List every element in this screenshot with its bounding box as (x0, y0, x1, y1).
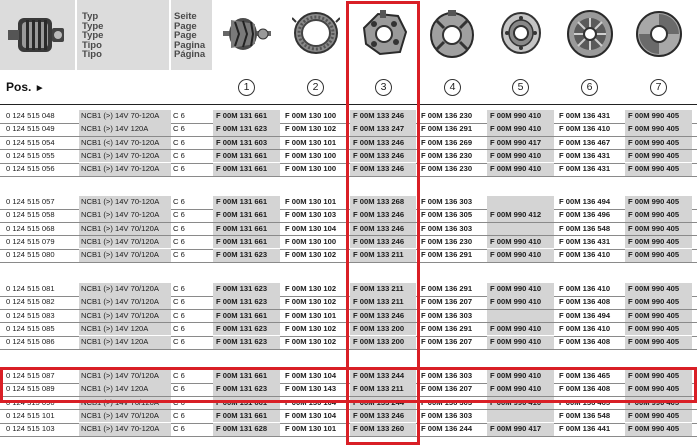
part-number-pos-7: F 00M 990 405 (625, 410, 692, 423)
table-row (0, 196, 697, 209)
part-number-pos-1: F 00M 131 623 (213, 249, 280, 262)
product-number: 0 124 515 058 (6, 210, 55, 220)
part-number-pos-5: F 00M 990 410 (487, 163, 554, 176)
pos-arrow-icon: ► (34, 83, 45, 94)
rectifier-icon (358, 8, 410, 60)
part-number-pos-5: F 00M 990 417 (487, 423, 554, 436)
catalog-page-ref: C 6 (173, 111, 185, 120)
part-number-pos-5: F 00M 990 410 (487, 236, 554, 249)
product-number: 0 124 515 048 (6, 111, 55, 120)
product-number: 0 124 515 057 (6, 197, 55, 206)
alternator-type: NCB1 (>) 14V 70/120A (79, 249, 171, 262)
alternator-type: NCB1 (>) 14V 70/120A (79, 236, 171, 249)
part-number-pos-1: F 00M 131 661 (213, 236, 280, 249)
part-number-pos-2: F 00M 130 102 (285, 323, 337, 333)
part-number-pos-3: F 00M 133 244 (350, 370, 416, 383)
part-number-pos-7: F 00M 990 405 (625, 336, 692, 349)
part-number-pos-4: F 00M 136 305 (421, 210, 473, 220)
part-number-pos-1: F 00M 131 628 (213, 423, 280, 436)
alternator-type: NCB1 (>) 14V 70-120A (79, 110, 171, 123)
part-number-pos-4: F 00M 136 230 (421, 111, 473, 120)
table-row (0, 323, 697, 336)
alternator-type: NCB1 (>) 14V 70-120A (79, 163, 171, 176)
part-number-pos-5: F 00M 990 417 (487, 137, 554, 150)
product-number: 0 124 515 087 (6, 371, 55, 380)
product-number: 0 124 515 086 (6, 337, 55, 347)
row-separator (0, 262, 697, 263)
table-row (0, 410, 697, 423)
part-number-pos-3: F 00M 133 246 (350, 310, 416, 323)
alternator-type: NCB1 (>) 14V 70/120A (79, 310, 171, 323)
part-number-pos-4: F 00M 136 291 (421, 323, 473, 333)
part-number-pos-3: F 00M 133 246 (350, 223, 416, 236)
part-number-pos-5 (487, 196, 554, 209)
type-label-fr: Type (82, 30, 104, 41)
part-number-pos-5: F 00M 990 410 (487, 110, 554, 123)
part-number-pos-4: F 00M 136 207 (421, 384, 473, 394)
part-number-pos-6: F 00M 136 410 (559, 284, 611, 293)
type-label-es: Tipo (82, 49, 102, 60)
alternator-icon (8, 12, 66, 58)
table-row (0, 123, 697, 136)
table-row (0, 310, 697, 323)
part-number-pos-2: F 00M 130 100 (285, 150, 337, 160)
catalog-page-ref: C 6 (173, 210, 185, 220)
part-number-pos-5: F 00M 990 410 (487, 283, 554, 296)
part-number-pos-1: F 00M 131 623 (213, 123, 280, 136)
part-number-pos-2: F 00M 130 101 (285, 137, 337, 147)
table-row (0, 423, 697, 436)
catalog-page-ref: C 6 (173, 250, 185, 260)
product-number: 0 124 515 083 (6, 310, 55, 320)
header-part-3 (350, 0, 416, 70)
product-number: 0 124 515 054 (6, 137, 55, 147)
header-page-cell (171, 0, 212, 70)
row-separator (0, 436, 697, 437)
alternator-type: NCB1 (>) 14V 70/120A (79, 410, 171, 423)
part-number-pos-3: F 00M 133 200 (350, 323, 416, 336)
part-number-pos-6: F 00M 136 408 (559, 297, 611, 307)
part-number-pos-5: F 00M 990 410 (487, 336, 554, 349)
part-number-pos-6: F 00M 136 548 (559, 223, 611, 233)
part-number-pos-6: F 00M 136 548 (559, 410, 611, 420)
part-number-pos-4: F 00M 136 230 (421, 164, 473, 174)
part-number-pos-6: F 00M 136 410 (559, 323, 611, 333)
part-number-pos-5: F 00M 990 410 (487, 323, 554, 336)
part-number-pos-6: F 00M 136 431 (559, 236, 611, 246)
header-part-6 (556, 0, 623, 70)
table-row (0, 383, 697, 396)
product-number: 0 124 515 056 (6, 164, 55, 174)
part-number-pos-3: F 00M 133 211 (350, 283, 416, 296)
catalog-page-ref: C 6 (173, 197, 185, 206)
table-header (0, 0, 697, 70)
part-number-pos-4: F 00M 136 303 (421, 410, 473, 420)
catalog-page-ref: C 6 (173, 424, 185, 434)
part-number-pos-6: F 00M 136 431 (559, 164, 611, 174)
part-number-pos-3: F 00M 133 211 (350, 383, 416, 396)
part-number-pos-2: F 00M 130 104 (285, 397, 337, 407)
part-number-pos-2: F 00M 130 101 (285, 310, 337, 320)
rotor-icon (221, 10, 273, 58)
catalog-page-ref: C 6 (173, 164, 185, 174)
bearing-icon (499, 10, 543, 56)
catalog-page-ref: C 6 (173, 150, 185, 160)
part-number-pos-1: F 00M 131 661 (213, 209, 280, 222)
part-number-pos-1: F 00M 131 623 (213, 336, 280, 349)
part-number-pos-3: F 00M 133 244 (350, 397, 416, 410)
product-number: 0 124 515 081 (6, 284, 55, 293)
part-number-pos-5: F 00M 990 412 (487, 209, 554, 222)
part-number-pos-1: F 00M 131 623 (213, 296, 280, 309)
part-number-pos-6: F 00M 136 431 (559, 150, 611, 160)
part-number-pos-6: F 00M 136 496 (559, 210, 611, 220)
part-number-pos-7: F 00M 990 405 (625, 370, 692, 383)
header-icon-cell (0, 0, 75, 70)
position-5: 5 (512, 79, 529, 96)
part-number-pos-3: F 00M 133 268 (350, 196, 416, 209)
table-row (0, 150, 697, 163)
catalog-page-ref: C 6 (173, 384, 185, 394)
part-number-pos-5 (487, 410, 554, 423)
product-number: 0 124 515 103 (6, 424, 55, 434)
page-label-fr: Page (174, 30, 197, 41)
product-number: 0 124 515 082 (6, 297, 55, 307)
part-number-pos-2: F 00M 130 104 (285, 223, 337, 233)
pulley-icon (564, 6, 616, 60)
part-number-pos-5: F 00M 990 410 (487, 123, 554, 136)
part-number-pos-2: F 00M 130 101 (285, 424, 337, 434)
product-number: 0 124 515 090 (6, 397, 55, 407)
catalog-page-ref: C 6 (173, 223, 185, 233)
header-type-labels (82, 12, 103, 60)
part-number-pos-4: F 00M 136 303 (421, 397, 473, 407)
table-row (0, 397, 697, 410)
part-number-pos-3: F 00M 133 246 (350, 410, 416, 423)
product-number: 0 124 515 049 (6, 124, 55, 134)
part-number-pos-5 (487, 310, 554, 323)
position-4: 4 (444, 79, 461, 96)
part-number-pos-6: F 00M 136 408 (559, 337, 611, 347)
alternator-type: NCB1 (>) 14V 70-120A (79, 209, 171, 222)
part-number-pos-6: F 00M 136 408 (559, 384, 611, 394)
part-number-pos-1: F 00M 131 623 (213, 323, 280, 336)
part-number-pos-2: F 00M 130 102 (285, 250, 337, 260)
part-number-pos-7: F 00M 990 405 (625, 283, 692, 296)
part-number-pos-2: F 00M 130 100 (285, 111, 337, 120)
part-number-pos-4: F 00M 136 291 (421, 284, 473, 293)
header-part-1 (213, 0, 280, 70)
product-number: 0 124 515 085 (6, 323, 55, 333)
part-number-pos-4: F 00M 136 303 (421, 223, 473, 233)
row-separator (0, 349, 697, 350)
catalog-page-ref: C 6 (173, 297, 185, 307)
part-number-pos-5: F 00M 990 410 (487, 150, 554, 163)
part-number-pos-4: F 00M 136 291 (421, 250, 473, 260)
part-number-pos-6: F 00M 136 410 (559, 250, 611, 260)
part-number-pos-5: F 00M 990 410 (487, 296, 554, 309)
part-number-pos-1: F 00M 131 661 (213, 410, 280, 423)
table-row (0, 336, 697, 349)
part-number-pos-3: F 00M 133 200 (350, 336, 416, 349)
pos-label-text: Pos. (6, 80, 32, 94)
table-row (0, 283, 697, 296)
part-number-pos-6: F 00M 136 467 (559, 137, 611, 147)
type-label-de: Typ (82, 11, 99, 22)
catalog-page-ref: C 6 (173, 236, 185, 246)
part-number-pos-5: F 00M 990 410 (487, 397, 554, 410)
part-number-pos-4: F 00M 136 303 (421, 371, 473, 380)
part-number-pos-1: F 00M 131 661 (213, 110, 280, 123)
alternator-type: NCB1 (<) 14V 70-120A (79, 137, 171, 150)
part-number-pos-7: F 00M 990 405 (625, 110, 692, 123)
part-number-pos-3: F 00M 133 211 (350, 296, 416, 309)
part-number-pos-3: F 00M 133 211 (350, 249, 416, 262)
part-number-pos-4: F 00M 136 303 (421, 310, 473, 320)
position-6: 6 (581, 79, 598, 96)
stator-icon (292, 8, 340, 58)
part-number-pos-7: F 00M 990 405 (625, 383, 692, 396)
part-number-pos-2: F 00M 130 102 (285, 124, 337, 134)
alternator-type: NCB1 (>) 14V 120A (79, 323, 171, 336)
part-number-pos-6: F 00M 136 465 (559, 371, 611, 380)
part-number-pos-1: F 00M 131 661 (213, 163, 280, 176)
pos-label (6, 80, 45, 94)
position-1: 1 (238, 79, 255, 96)
part-number-pos-7: F 00M 990 405 (625, 236, 692, 249)
product-number: 0 124 515 055 (6, 150, 55, 160)
part-number-pos-1: F 00M 131 661 (213, 196, 280, 209)
part-number-pos-4: F 00M 136 230 (421, 150, 473, 160)
catalog-page-ref: C 6 (173, 310, 185, 320)
part-number-pos-7: F 00M 990 405 (625, 163, 692, 176)
part-number-pos-7: F 00M 990 405 (625, 137, 692, 150)
product-number: 0 124 515 089 (6, 384, 55, 394)
catalog-page-ref: C 6 (173, 337, 185, 347)
alternator-type: NCB1 (>) 14V 70/120A (79, 223, 171, 236)
part-number-pos-4: F 00M 136 207 (421, 337, 473, 347)
part-number-pos-3: F 00M 133 260 (350, 423, 416, 436)
part-number-pos-6: F 00M 136 494 (559, 310, 611, 320)
part-number-pos-6: F 00M 136 494 (559, 197, 611, 206)
part-number-pos-7: F 00M 990 405 (625, 209, 692, 222)
alternator-type: NCB1 (>) 14V 70/120A (79, 283, 171, 296)
type-label-en: Type (82, 20, 104, 32)
table-row (0, 249, 697, 262)
part-number-pos-6: F 00M 136 410 (559, 124, 611, 134)
part-number-pos-7: F 00M 990 405 (625, 196, 692, 209)
page-label-de: Seite (174, 11, 197, 22)
part-number-pos-4: F 00M 136 230 (421, 236, 473, 246)
part-number-pos-1: F 00M 131 603 (213, 137, 280, 150)
part-number-pos-3: F 00M 133 246 (350, 236, 416, 249)
part-number-pos-4: F 00M 136 207 (421, 297, 473, 307)
header-part-4 (418, 0, 485, 70)
part-number-pos-1: F 00M 131 623 (213, 383, 280, 396)
page-label-it: Pagina (174, 39, 206, 51)
part-number-pos-3: F 00M 133 246 (350, 137, 416, 150)
alternator-type: NCB1 (>) 14V 70/120A (79, 296, 171, 309)
part-number-pos-4: F 00M 136 244 (421, 424, 473, 434)
header-page-labels (174, 12, 205, 60)
alternator-type: NCB1 (>) 14V 120A (79, 383, 171, 396)
table-row (0, 110, 697, 123)
product-number: 0 124 515 101 (6, 410, 55, 420)
part-number-pos-2: F 00M 130 100 (285, 236, 337, 246)
page-label-en: Page (174, 20, 197, 32)
page-label-es: Página (174, 49, 206, 60)
header-rule (0, 104, 697, 105)
part-number-pos-2: F 00M 130 104 (285, 371, 337, 380)
table-row (0, 223, 697, 236)
catalog-page-ref: C 6 (173, 124, 185, 134)
table-row (0, 163, 697, 176)
part-number-pos-6: F 00M 136 465 (559, 397, 611, 407)
part-number-pos-7: F 00M 990 405 (625, 249, 692, 262)
housing-icon (428, 8, 476, 60)
catalog-page-ref: C 6 (173, 137, 185, 147)
part-number-pos-7: F 00M 990 405 (625, 423, 692, 436)
catalog-page-ref: C 6 (173, 371, 185, 380)
product-number: 0 124 515 079 (6, 236, 55, 246)
alternator-type: NCB1 (>) 14V 120A (79, 123, 171, 136)
position-2: 2 (307, 79, 324, 96)
part-number-pos-4: F 00M 136 291 (421, 124, 473, 134)
part-number-pos-1: F 00M 131 661 (213, 150, 280, 163)
part-number-pos-2: F 00M 130 143 (285, 384, 337, 394)
part-number-pos-7: F 00M 990 405 (625, 397, 692, 410)
product-number: 0 124 515 068 (6, 223, 55, 233)
part-number-pos-3: F 00M 133 246 (350, 150, 416, 163)
type-label-it: Tipo (82, 39, 102, 51)
catalog-page-ref: C 6 (173, 397, 185, 407)
position-7: 7 (650, 79, 667, 96)
end-shield-icon (633, 8, 685, 60)
part-number-pos-7: F 00M 990 405 (625, 310, 692, 323)
alternator-type: NCB1 (>) 14V 70-120A (79, 423, 171, 436)
part-number-pos-1: F 00M 131 661 (213, 310, 280, 323)
part-number-pos-2: F 00M 130 103 (285, 210, 337, 220)
product-number: 0 124 515 080 (6, 250, 55, 260)
part-number-pos-1: F 00M 131 623 (213, 283, 280, 296)
header-part-2 (282, 0, 348, 70)
part-number-pos-3: F 00M 133 246 (350, 163, 416, 176)
part-number-pos-4: F 00M 136 269 (421, 137, 473, 147)
table-row (0, 370, 697, 383)
part-number-pos-7: F 00M 990 405 (625, 296, 692, 309)
alternator-type: NCB1 (>) 14V 70/120A (79, 397, 171, 410)
catalog-page-ref: C 6 (173, 410, 185, 420)
row-separator (0, 176, 697, 177)
part-number-pos-1: F 00M 131 661 (213, 223, 280, 236)
alternator-type: NCB1 (>) 14V 70/120A (79, 370, 171, 383)
part-number-pos-1: F 00M 131 661 (213, 370, 280, 383)
header-part-5 (487, 0, 554, 70)
position-3: 3 (375, 79, 392, 96)
part-number-pos-5: F 00M 990 410 (487, 249, 554, 262)
alternator-type: NCB1 (>) 14V 70-120A (79, 150, 171, 163)
part-number-pos-2: F 00M 130 102 (285, 297, 337, 307)
part-number-pos-7: F 00M 990 405 (625, 150, 692, 163)
part-number-pos-6: F 00M 136 441 (559, 424, 611, 434)
part-number-pos-5: F 00M 990 410 (487, 383, 554, 396)
part-number-pos-2: F 00M 130 102 (285, 337, 337, 347)
table-row (0, 296, 697, 309)
alternator-type: NCB1 (>) 14V 120A (79, 336, 171, 349)
header-type-cell (77, 0, 169, 70)
part-number-pos-2: F 00M 130 100 (285, 164, 337, 174)
table-row (0, 137, 697, 150)
part-number-pos-6: F 00M 136 431 (559, 111, 611, 120)
table-row (0, 209, 697, 222)
part-number-pos-2: F 00M 130 102 (285, 284, 337, 293)
part-number-pos-5 (487, 223, 554, 236)
part-number-pos-3: F 00M 133 246 (350, 209, 416, 222)
part-number-pos-4: F 00M 136 303 (421, 197, 473, 206)
part-number-pos-2: F 00M 130 104 (285, 410, 337, 420)
catalog-page-ref: C 6 (173, 323, 185, 333)
part-number-pos-2: F 00M 130 101 (285, 197, 337, 206)
part-number-pos-7: F 00M 990 405 (625, 223, 692, 236)
part-number-pos-5: F 00M 990 410 (487, 370, 554, 383)
table-row (0, 236, 697, 249)
part-number-pos-7: F 00M 990 405 (625, 123, 692, 136)
part-number-pos-3: F 00M 133 246 (350, 110, 416, 123)
part-number-pos-7: F 00M 990 405 (625, 323, 692, 336)
alternator-type: NCB1 (>) 14V 70-120A (79, 196, 171, 209)
header-part-7 (625, 0, 692, 70)
part-number-pos-3: F 00M 133 247 (350, 123, 416, 136)
catalog-page-ref: C 6 (173, 284, 185, 293)
part-number-pos-1: F 00M 131 661 (213, 397, 280, 410)
